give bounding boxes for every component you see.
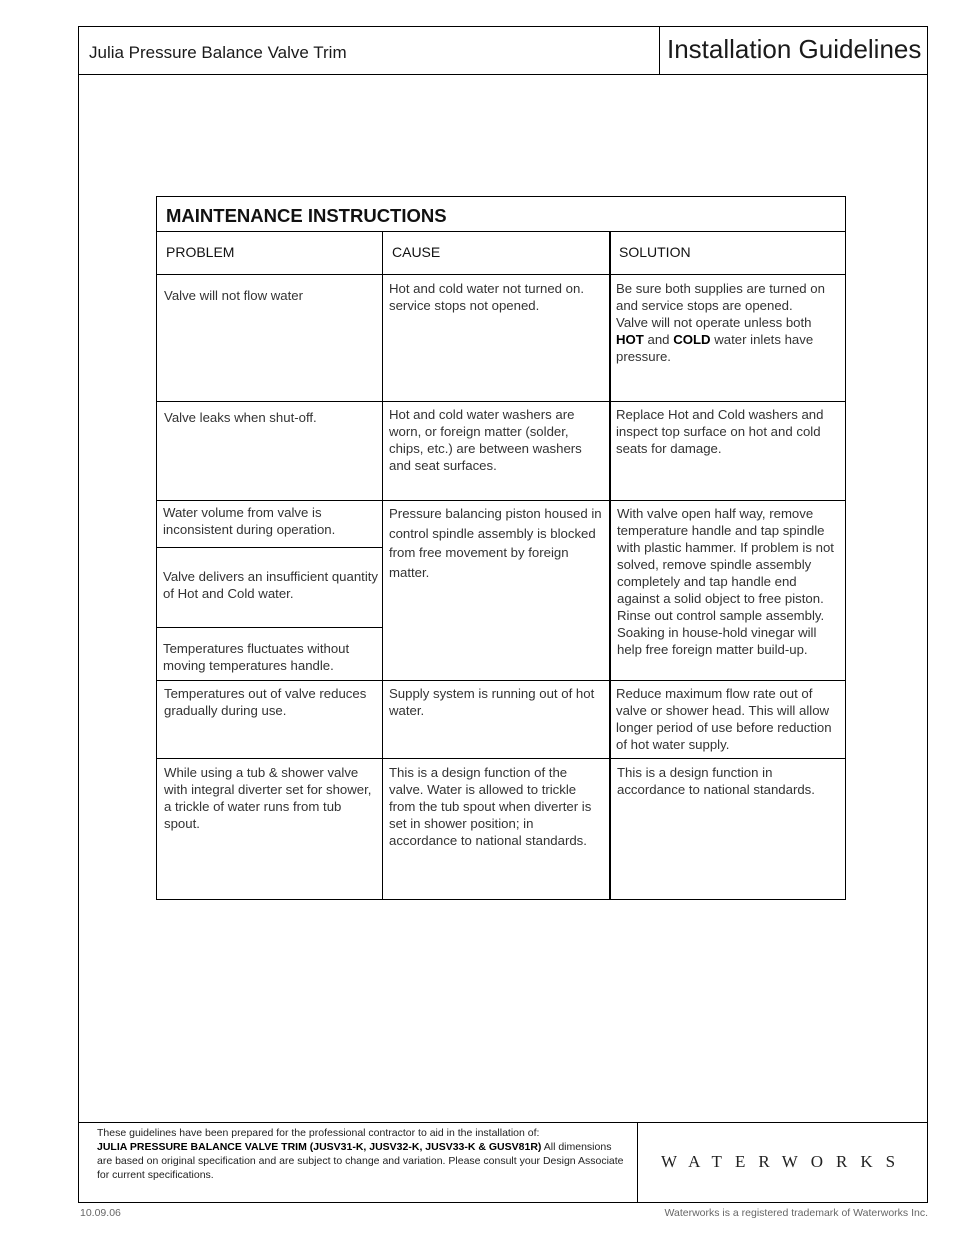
document-date: 10.09.06 [80, 1207, 121, 1219]
trademark-note: Waterworks is a registered trademark of Waterworks Inc. [664, 1207, 928, 1219]
column-header-label: PROBLEM [166, 244, 235, 260]
table-cell-solution: Reduce maximum flow rate out of valve or shower head. This will allow longer period of use before reduction of hot water supply. [616, 686, 832, 752]
column-divider [609, 232, 611, 900]
table-title: MAINTENANCE INSTRUCTIONS [166, 205, 447, 226]
footer-text [97, 1126, 627, 1182]
footer [79, 1122, 927, 1203]
table-cell-problem: While using a tub & shower valve with integral diverter set for shower, a trickle of water runs from tub spout. [164, 765, 372, 831]
table-cell-cause: Supply system is running out of hot water. [389, 686, 595, 718]
row-divider [157, 500, 845, 501]
brand-logo: WATERWORKS [661, 1152, 909, 1171]
maintenance-table [156, 196, 846, 900]
product-title: Julia Pressure Balance Valve Trim [89, 43, 347, 62]
row-divider [157, 758, 845, 759]
solution-text: Valve will not operate unless both [616, 315, 812, 330]
table-cell-solution [616, 280, 838, 365]
column-header-cause [383, 232, 609, 275]
column-divider [382, 232, 383, 900]
sub-row-divider [157, 547, 382, 548]
solution-text: and [643, 332, 674, 347]
table-cell-problem: Valve delivers an insufficient quantity of Hot and Cold water. [163, 569, 379, 601]
column-header-label: SOLUTION [619, 244, 691, 260]
footer-product: JULIA PRESSURE BALANCE VALVE TRIM (JUSV31-K, JUSV32-K, JUSV33-K & GUSV81R) [97, 1141, 542, 1153]
sub-row-divider [157, 627, 382, 628]
footer-disclaimer-box [79, 1123, 638, 1203]
hot-label: HOT [616, 332, 644, 347]
table-cell-solution: This is a design function in accordance to national standards. [617, 765, 815, 797]
table-cell-cause: This is a design function of the valve. Water is allowed to trickle from the tub spout when diverter is set in shower position; in accordance to national standards. [389, 765, 592, 848]
column-header-solution [610, 232, 845, 275]
solution-text: water inlets have pressure. [616, 332, 814, 364]
table-title-bar [157, 197, 845, 232]
row-divider [157, 680, 845, 681]
footer-disclaimer: All dimensions are based on original specification and are subject to change and variation. Please consult your Design Associate for current specifications. [97, 1141, 624, 1181]
column-header-problem [157, 232, 382, 275]
header-title-box [659, 27, 927, 75]
table-cell-cause: Hot and cold water not turned on. service stops not opened. [389, 281, 585, 313]
table-cell-solution: With valve open half way, remove temperature handle and tap spindle with plastic hammer. If problem is not solved, remove spindle assembly completely and tap handle end against a solid object to free piston. Rinse out control sample assembly. Soaking in house-hold vinegar will help free foreign matter build-up. [617, 506, 834, 657]
table-cell-cause: Pressure balancing piston housed in control spindle assembly is blocked from free movement by foreign matter. [389, 506, 602, 580]
row-divider [157, 401, 845, 402]
table-cell-problem: Valve will not flow water [164, 288, 304, 303]
column-header-label: CAUSE [392, 244, 441, 260]
table-cell-problem: Temperatures out of valve reduces gradually during use. [164, 686, 367, 718]
footer-intro: These guidelines have been prepared for the professional contractor to aid in the installation of: [97, 1127, 540, 1139]
table-cell-cause: Hot and cold water washers are worn, or foreign matter (solder, chips, etc.) are between washers and seat surfaces. [389, 407, 582, 473]
document-title: Installation Guidelines [667, 34, 922, 64]
table-cell-solution: Replace Hot and Cold washers and inspect top surface on hot and cold seats for damage. [616, 407, 824, 456]
table-cell-problem: Valve leaks when shut-off. [164, 410, 317, 425]
table-cell-problem: Water volume from valve is inconsistent during operation. [163, 505, 336, 537]
cold-label: COLD [673, 332, 711, 347]
solution-text: Be sure both supplies are turned on and service stops are opened. [616, 281, 825, 313]
table-cell-problem: Temperatures fluctuates without moving temperatures handle. [163, 641, 350, 673]
header-product-box [79, 27, 660, 75]
